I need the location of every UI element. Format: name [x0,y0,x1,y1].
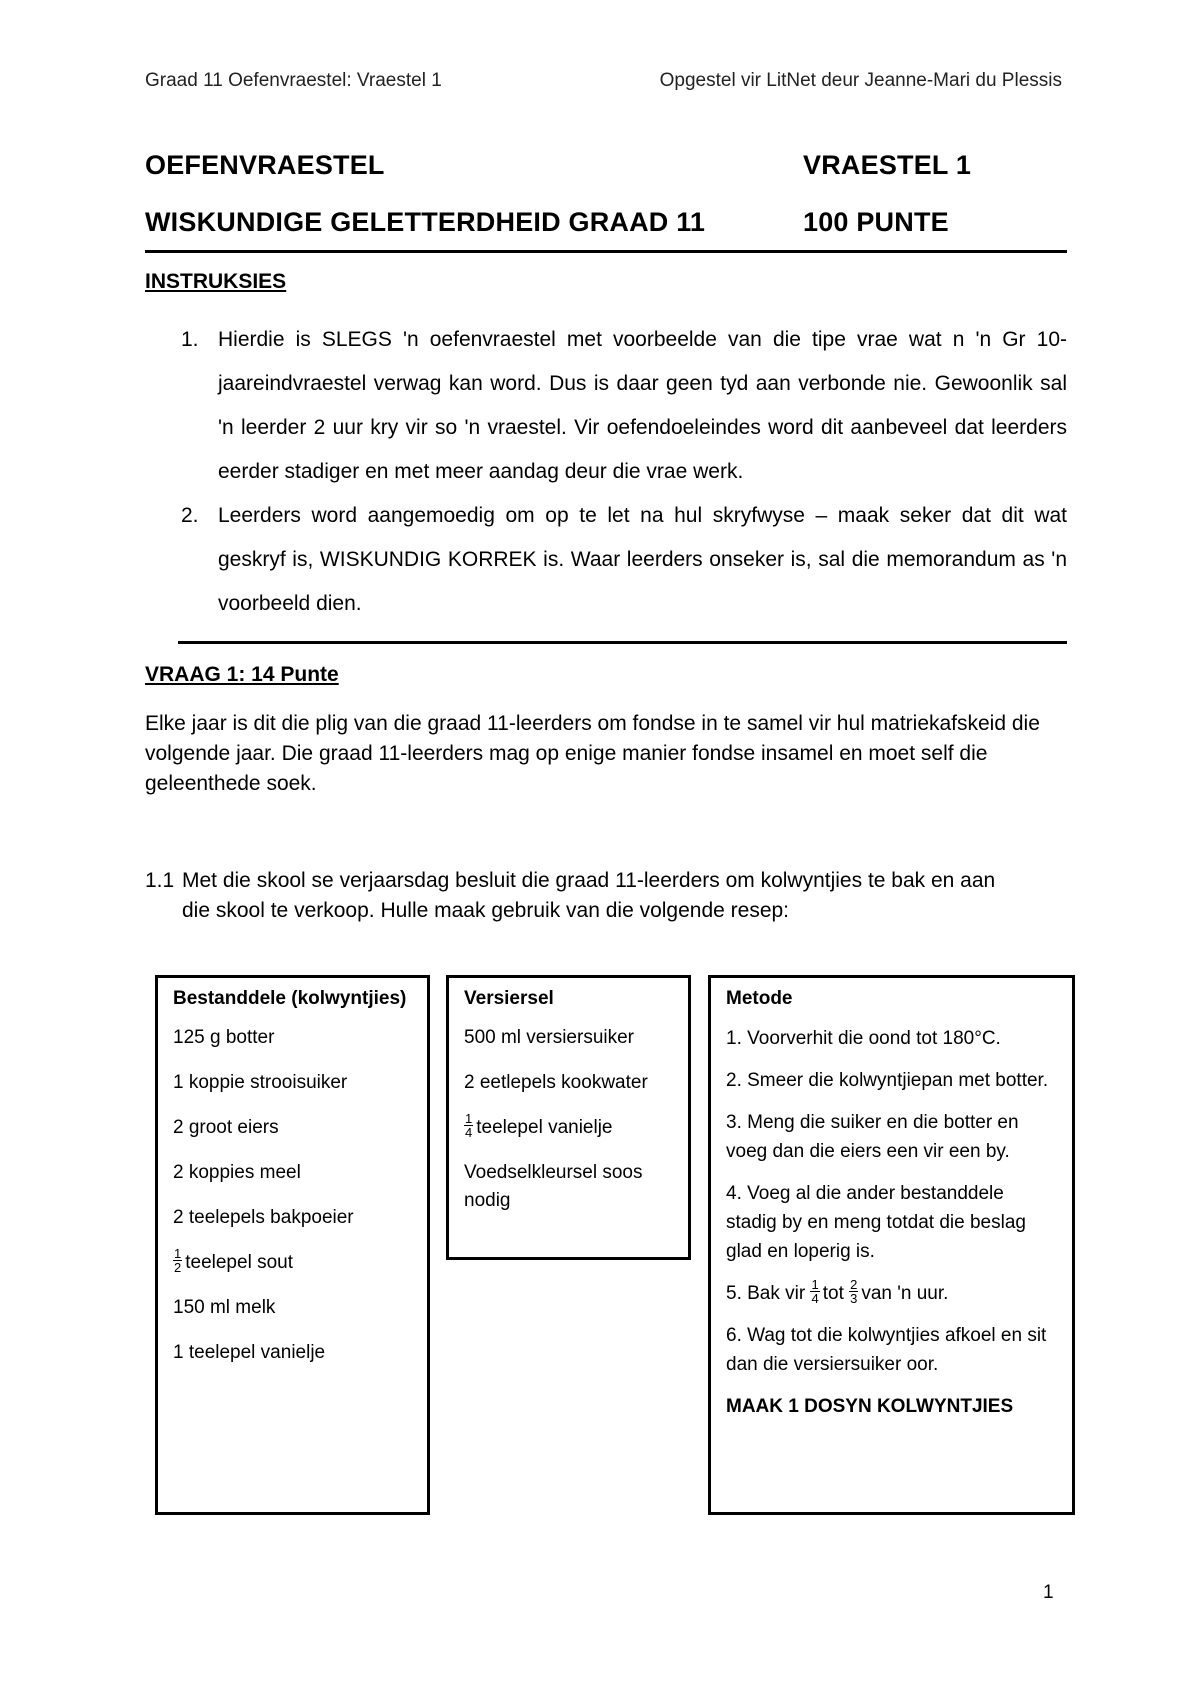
fraction-denominator: 2 [174,1260,182,1276]
fraction-denominator: 4 [465,1125,473,1141]
method-step: 6. Wag tot die kolwyntjies afkoel en sit dan die versiersuiker oor. [726,1325,1047,1375]
paper-number-title: VRAESTEL 1 [803,150,972,180]
method-step: 3. Meng die suiker en die botter en voeg dan die eiers een vir een by. [726,1112,1019,1162]
ingredient-item: 2 groot eiers [173,1117,279,1138]
fraction [464,1112,473,1139]
paper-type-title: OEFENVRAESTEL [145,150,385,180]
instruction-item [145,318,1067,494]
method-step-5-suffix: van 'n uur. [861,1283,949,1304]
ingredients-box [155,975,430,1515]
icing-item: 500 ml versiersuiker [464,1027,634,1048]
icing-box [446,975,691,1260]
question-1-1 [145,866,1065,926]
ingredient-item: 2 koppies meel [173,1162,301,1183]
ingredient-item: 2 teelepels bakpoeier [173,1207,354,1228]
ingredient-item: 1 teelepel vanielje [173,1342,326,1363]
fraction-numerator: 2 [850,1277,858,1293]
page-header [145,70,1062,100]
fraction-numerator: 1 [465,1111,473,1127]
ingredients-heading: Bestanddele (kolwyntjies) [173,988,407,1009]
question-1-1-number: 1.1 [145,869,175,892]
title-divider [145,250,1067,253]
instruction-number: 1. [181,328,199,351]
ingredient-salt-text: teelepel sout [185,1252,293,1273]
question-1-1-line2: die skool te verkoop. Hulle maak gebruik van die volgende resep: [182,899,790,922]
method-step: 1. Voorverhit die oond tot 180°C. [726,1028,1001,1049]
instruction-text: Leerders word aangemoedig om op te let na hul skryfwyse – maak seker dat dit wat geskryf is, WISKUNDIG KORREK is. Waar leerders onseker is, sal die memorandum as 'n voorbeeld dien. [218,504,1067,615]
icing-item-vanilla [464,1111,673,1142]
method-step: 2. Smeer die kolwyntjiepan met botter. [726,1070,1049,1091]
fraction-denominator: 3 [850,1291,858,1307]
method-step: 4. Voeg al die ander bestanddele stadig by en meng totdat die beslag glad en loperig is. [726,1183,1026,1262]
fraction-numerator: 1 [811,1277,819,1293]
question-1-heading: VRAAG 1: 14 Punte [145,663,339,686]
ingredient-item: 150 ml melk [173,1297,276,1318]
instructions-divider [178,641,1067,644]
total-marks-title: 100 PUNTE [803,207,949,237]
question-1-1-line1: Met die skool se verjaarsdag besluit die graad 11-leerders om kolwyntjies te bak en aan [182,869,996,892]
ingredient-item-salt [173,1246,412,1277]
question-1-intro: Elke jaar is dit die plig van die graad 11-leerders om fondse in te samel vir hul matriekafskeid die volgende jaar. Die graad 11-leerders mag op enige manier fondse insamel en moet self die geleenthede soek. [145,712,1040,795]
instruction-item [145,494,1067,626]
subject-title: WISKUNDIGE GELETTERDHEID GRAAD 11 [145,207,706,237]
page-number: 1 [1043,1582,1054,1603]
method-heading: Metode [726,988,793,1009]
fraction [849,1278,858,1305]
fraction-denominator: 4 [811,1291,819,1307]
instructions-heading: INSTRUKSIES [145,270,287,293]
fraction-numerator: 1 [174,1246,182,1262]
method-step-5 [726,1279,1057,1308]
recipe-yield: MAAK 1 DOSYN KOLWYNTJIES [726,1396,1014,1417]
ingredient-item: 125 g botter [173,1027,275,1048]
fraction [173,1247,182,1274]
instruction-number: 2. [181,504,199,527]
ingredient-item: 1 koppie strooisuiker [173,1072,348,1093]
icing-item: 2 eetlepels kookwater [464,1072,648,1093]
method-box [708,975,1075,1515]
icing-item: Voedselkleursel soos nodig [464,1162,643,1211]
instructions-list [145,318,1067,626]
icing-heading: Versiersel [464,988,554,1009]
icing-vanilla-text: teelepel vanielje [476,1117,613,1138]
header-left-text: Graad 11 Oefenvraestel: Vraestel 1 [145,70,442,91]
header-right-text: Opgestel vir LitNet deur Jeanne-Mari du Plessis [659,70,1062,91]
method-step-5-mid: tot [822,1283,844,1304]
instruction-text: Hierdie is SLEGS 'n oefenvraestel met voorbeelde van die tipe vrae wat n 'n Gr 10-jaareindvraestel verwag kan word. Dus is daar geen tyd aan verbonde nie. Gewoonlik sal 'n leerder 2 uur kry vir so 'n vraestel. Vir oefendoeleindes word dit aanbeveel dat leerders eerder stadiger en met meer aandag deur die vrae werk. [218,328,1067,483]
method-step-5-prefix: 5. Bak vir [726,1283,806,1304]
fraction [810,1278,819,1305]
